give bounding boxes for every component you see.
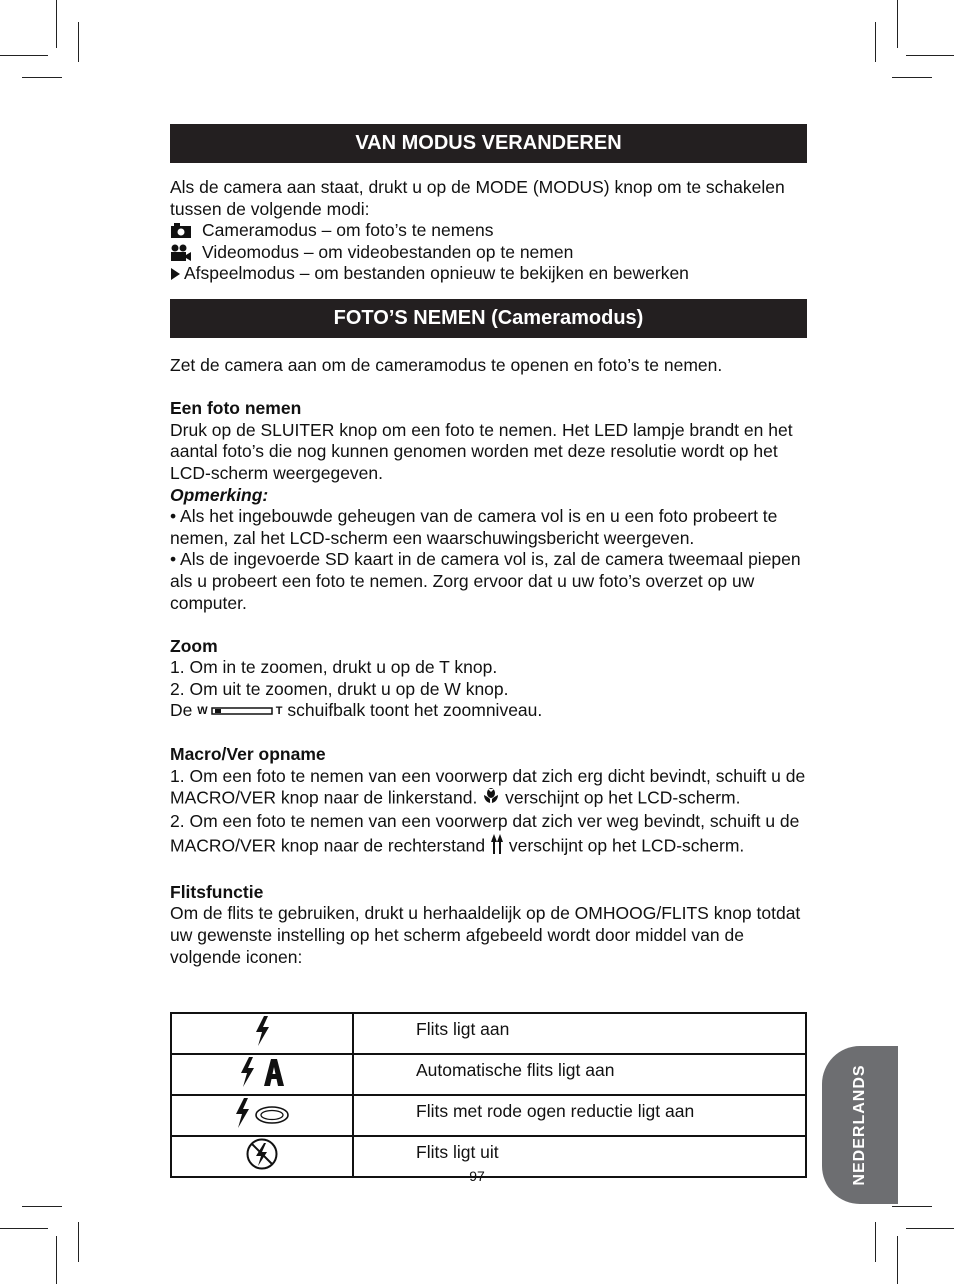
zoom-line-1: 1. Om in te zoomen, drukt u op de T knop. [170, 657, 498, 678]
flash-table [170, 1012, 807, 1178]
mode-item-playback: Afspeelmodus – om bestanden opnieuw te bekijken en bewerken [170, 263, 807, 285]
crop-mark [22, 77, 62, 78]
macro-flower-icon [482, 787, 500, 811]
language-tab-label: NEDERLANDS [851, 1064, 868, 1186]
section-title-mode: VAN MODUS VERANDEREN [170, 124, 807, 163]
crop-mark [875, 1222, 876, 1262]
note-1: • Als het ingebouwde geheugen van de camera vol is en u een foto probeert te nemen, zal het LCD-scherm een waarschuwingsbericht weergeven. [170, 506, 778, 548]
flash-label: Flits ligt aan [353, 1013, 806, 1054]
note-label: Opmerking: [170, 484, 269, 505]
flash-label: Automatische flits ligt aan [353, 1054, 806, 1095]
flash-label: Flits ligt uit [353, 1136, 806, 1177]
crop-mark [892, 1206, 932, 1207]
crop-mark [897, 1236, 898, 1284]
landscape-icon [490, 833, 504, 861]
zoom-line-3: De W T schuifbalk toont het zoomniveau. [170, 700, 807, 722]
flash-label: Flits met rode ogen reductie ligt aan [353, 1095, 806, 1136]
note-2: • Als de ingevoerde SD kaart in de camera vol is, zal de camera tweemaal piepen als u probeert een foto te nemen. Zorg ervoor dat u uw foto’s overzet op uw computer. [170, 549, 801, 613]
video-camera-icon [170, 244, 202, 262]
play-icon [170, 267, 184, 281]
heading-take-photo: Een foto nemen [170, 398, 302, 419]
language-tab [822, 1046, 898, 1204]
page-number: 97 [469, 1168, 485, 1184]
table-row [171, 1095, 806, 1136]
crop-mark [875, 22, 876, 62]
flash-on-icon [254, 1016, 270, 1051]
heading-macro: Macro/Ver opname [170, 744, 326, 765]
camera-icon [170, 223, 202, 239]
flash-auto-icon [239, 1057, 285, 1092]
zoom-bar-icon: W T [197, 705, 283, 718]
macro-line-1: 1. Om een foto te nemen van een voorwerp dat zich erg dicht bevindt, schuift u de MACRO/VER knop naar de linkerstand. verschijnt op het LCD-scherm. [170, 766, 807, 811]
crop-mark [0, 1228, 48, 1229]
heading-flash: Flitsfunctie [170, 881, 264, 902]
crop-mark [892, 77, 932, 78]
section-title-photo: FOTO’S NEMEN (Cameramodus) [170, 299, 807, 338]
crop-mark [56, 1236, 57, 1284]
crop-mark [0, 55, 48, 56]
macro-line-2: 2. Om een foto te nemen van een voorwerp dat zich ver weg bevindt, schuift u de MACRO/VER knop naar de rechterstand verschijnt op het LCD-scherm. [170, 811, 807, 860]
crop-mark [56, 0, 57, 48]
zoom-line-2: 2. Om uit te zoomen, drukt u op de W knop. [170, 678, 509, 699]
mode-item-video: Videomodus – om videobestanden op te nemen [170, 242, 807, 264]
crop-mark [897, 0, 898, 48]
crop-mark [906, 55, 954, 56]
crop-mark [906, 1228, 954, 1229]
take-photo-body: Druk op de SLUITER knop om een foto te nemen. Het LED lampje brandt en het aantal foto’s die nog kunnen genomen worden met deze resolutie wordt op het LCD-scherm weergegeven. [170, 419, 793, 483]
crop-mark [22, 1206, 62, 1207]
flash-red-eye-icon [234, 1098, 290, 1133]
flash-body: Om de flits te gebruiken, drukt u herhaaldelijk op de OMHOOG/FLITS knop totdat uw gewenste instelling op het scherm afgebeeld wordt door middel van de volgende iconen: [170, 903, 801, 967]
heading-zoom: Zoom [170, 635, 218, 656]
photo-intro: Zet de camera aan om de cameramodus te openen en foto’s te nemen. [170, 354, 723, 375]
table-row [171, 1013, 806, 1054]
mode-intro: Als de camera aan staat, drukt u op de MODE (MODUS) knop om te schakelen tussen de volgende modi: [170, 177, 785, 219]
mode-item-camera: Cameramodus – om foto’s te nemens [170, 220, 807, 242]
crop-mark [78, 22, 79, 62]
crop-mark [78, 1222, 79, 1262]
table-row [171, 1054, 806, 1095]
page-content [170, 124, 807, 968]
